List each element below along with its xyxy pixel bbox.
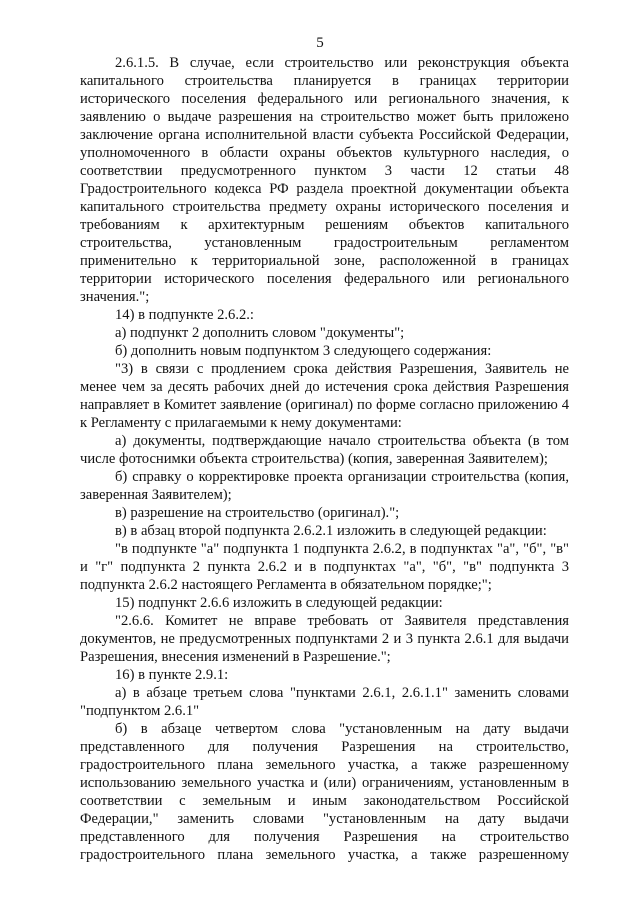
- paragraph-subitem-3-b: б) справку о корректировке проекта организации строительства (копия, заверенная Заявителем);: [80, 469, 569, 503]
- paragraph-item-16-a: а) в абзаце третьем слова "пунктами 2.6.1, 2.6.1.1" заменить словами "подпунктом 2.6.1": [80, 685, 569, 719]
- paragraph-subitem-3-a: а) документы, подтверждающие начало строительства объекта (в том числе фотоснимки объекта строительства) (копия, заверенная Заявителем);: [80, 433, 569, 467]
- paragraph-item-14-v: в) в абзац второй подпункта 2.6.2.1 изложить в следующей редакции:: [115, 523, 547, 539]
- paragraph-item-16: 16) в пункте 2.9.1:: [115, 667, 229, 683]
- paragraph-subitem-3: "3) в связи с продлением срока действия Разрешения, Заявитель не менее чем за десять рабочих дней до истечения срока действия Разрешения направляет в Комитет заявление (оригинал) по форме согласно приложению 4 к Регламенту с прилагаемыми к нему документами:: [80, 361, 569, 431]
- document-body: [80, 54, 569, 864]
- paragraph-item-14: 14) в подпункте 2.6.2.:: [115, 307, 254, 323]
- paragraph-item-14-b: б) дополнить новым подпунктом 3 следующего содержания:: [115, 343, 492, 359]
- paragraph-item-16-b: б) в абзаце четвертом слова "установленным на дату выдачи представленного для получения Разрешения на строительство, градостроительного плана земельного участка, а также разрешенному использованию земельного участка и (или) ограничениям, установленным в соответствии с земельным и иным законодательством Российской Федерации," заменить словами "установленным на дату выдачи представленного для получения Разрешения на строительство градостроительного плана земельного участка, а также разрешенному: [80, 721, 569, 863]
- paragraph-item-14-a: а) подпункт 2 дополнить словом "документы";: [115, 325, 405, 341]
- paragraph-2-6-6: "2.6.6. Комитет не вправе требовать от Заявителя представления документов, не предусмотренных подпунктами 2 и 3 пункта 2.6.1 для выдачи Разрешения, внесения изменений в Разрешение.";: [80, 613, 569, 665]
- page-number: 5: [316, 35, 324, 51]
- paragraph-item-15: 15) подпункт 2.6.6 изложить в следующей редакции:: [115, 595, 443, 611]
- paragraph-subitem-3-v: в) разрешение на строительство (оригинал).";: [115, 505, 400, 521]
- paragraph-item-14-v-text: "в подпункте "а" подпункта 1 подпункта 2.6.2, в подпунктах "а", "б", "в" и "г" подпункта 2 пункта 2.6.2 и в подпунктах "а", "б", "в" подпункта 3 подпункта 2.6.2 настоящего Регламента в обязательном порядке;";: [80, 541, 569, 593]
- paragraph-2-6-1-5: 2.6.1.5. В случае, если строительство или реконструкция объекта капитального строительства планируется в границах территории исторического поселения федерального или регионального значения, к заявлению о выдаче разрешения на строительство может быть приложено заключение органа исполнительной власти субъекта Российской Федерации, уполномоченного в области охраны объектов культурного наследия, о соответствии предусмотренного пунктом 3 части 12 статьи 48 Градостроительного кодекса РФ раздела проектной документации объекта капитального строительства предмету охраны исторического поселения и требованиям к архитектурным решениям объектов капитального строительства, установленным градостроительным регламентом применительно к территориальной зоне, расположенной в границах территории исторического поселения федерального или регионального значения.";: [80, 55, 569, 305]
